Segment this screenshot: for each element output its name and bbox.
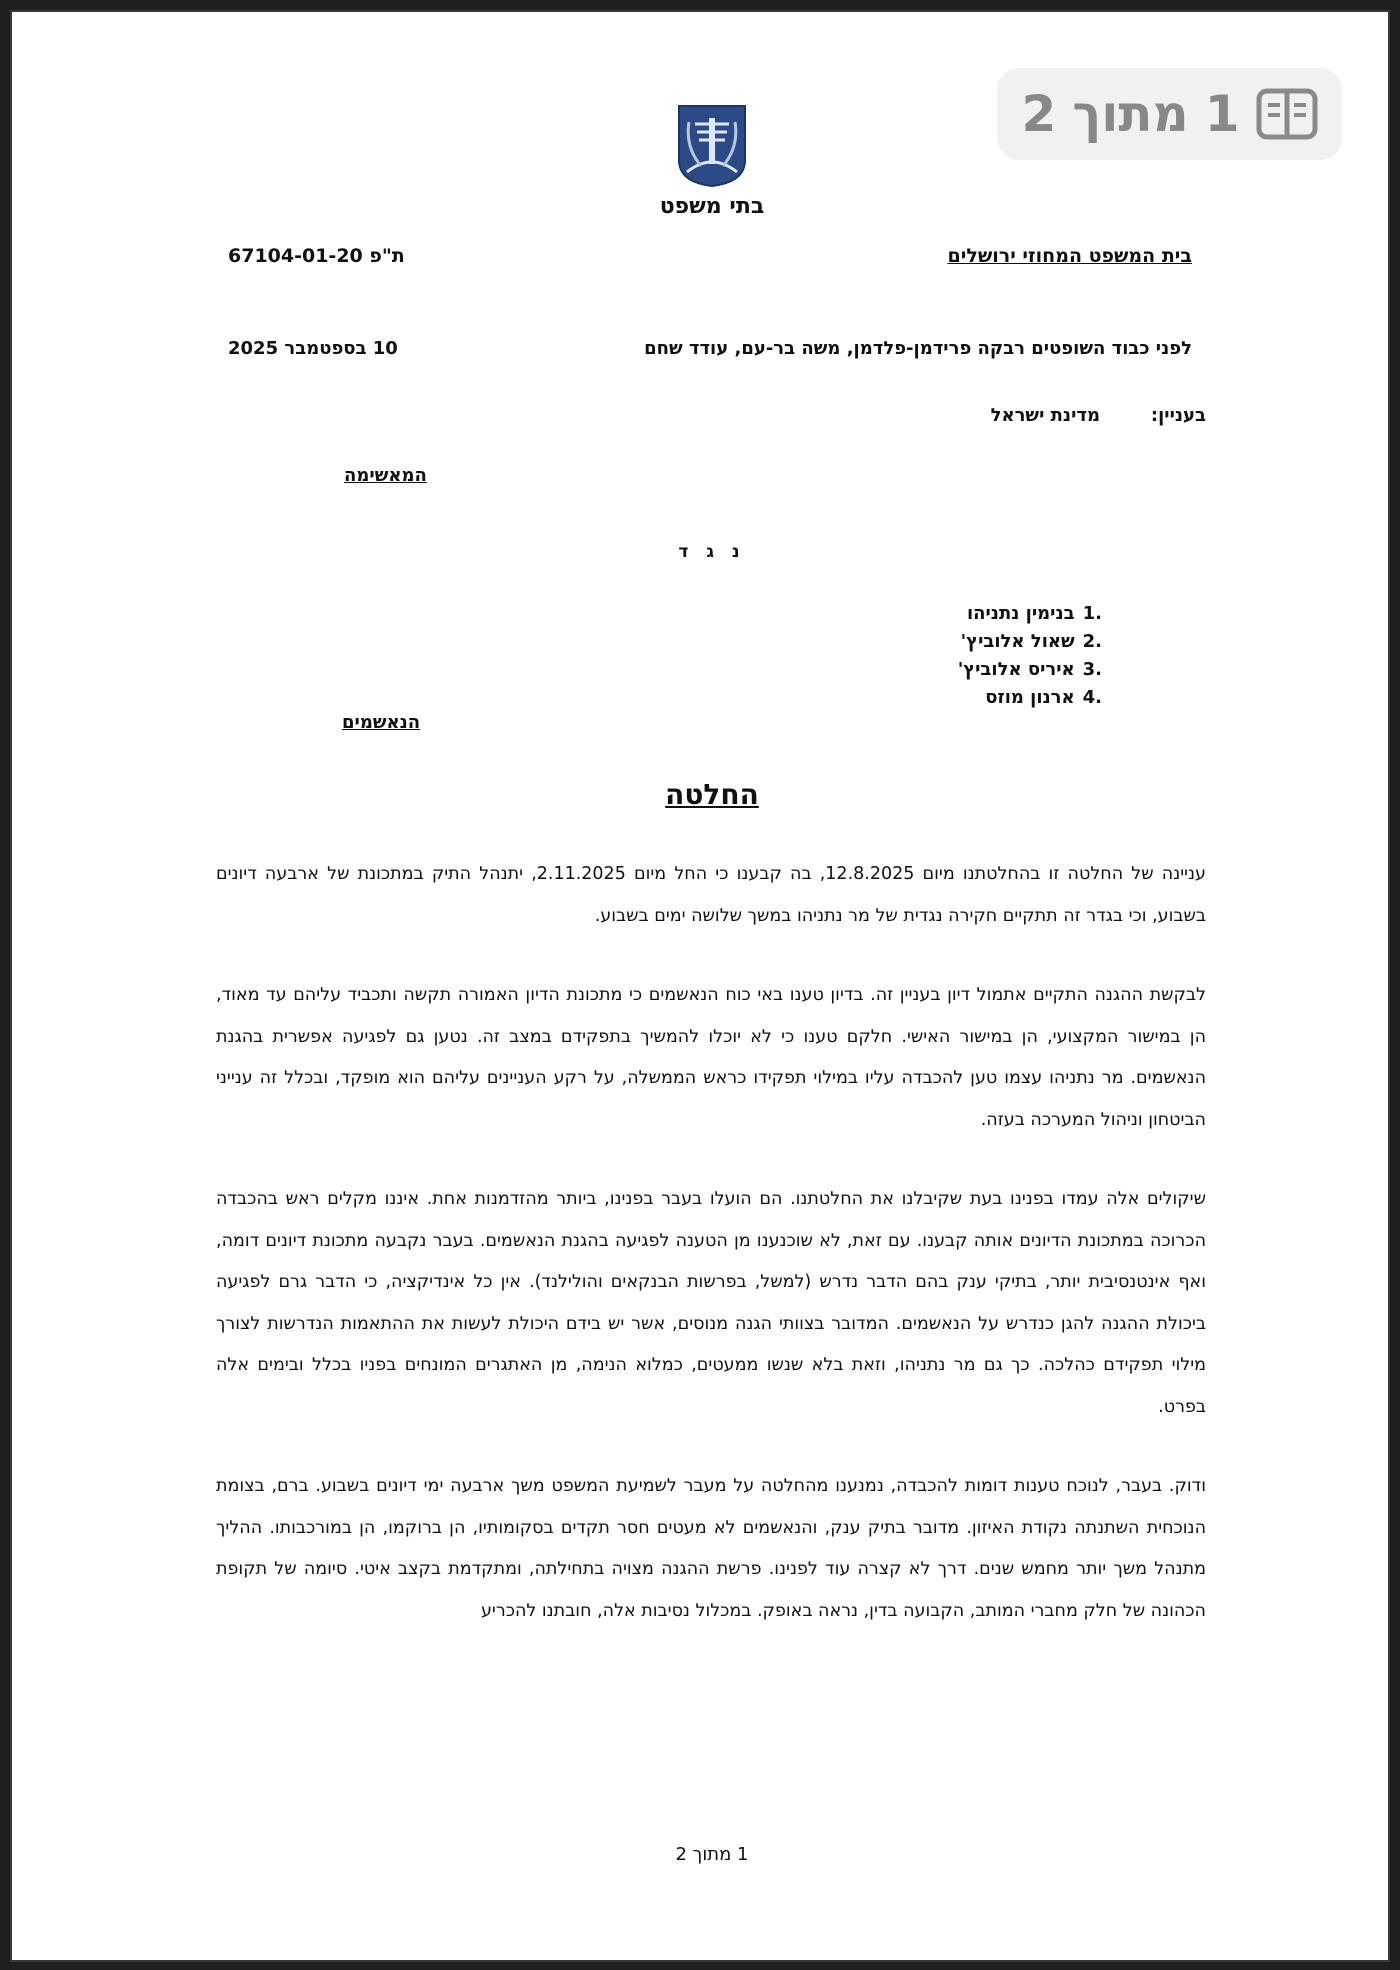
list-item: 2. שאול אלוביץ' bbox=[960, 631, 1102, 652]
matter-label: בעניין: bbox=[1150, 405, 1206, 426]
page-indicator-total: 2 bbox=[1021, 85, 1057, 143]
page-footer: 1 מתוך 2 bbox=[675, 1844, 749, 1865]
state-emblem-icon bbox=[675, 102, 749, 188]
plaintiff-name: מדינת ישראל bbox=[990, 405, 1100, 426]
defendants-list bbox=[958, 600, 1102, 712]
list-item: 1. בנימין נתניהו bbox=[966, 603, 1102, 624]
page-indicator-separator: מתוך bbox=[1072, 85, 1189, 143]
paragraph: עניינה של החלטה זו בהחלטתנו מיום 12.8.2025, בה קבענו כי החל מיום 2.11.2025, יתנהל התיק במתכונת של ארבעה דיונים בשבוע, וכי בגדר זה תתקיים חקירה נגדית של מר נתניהו במשך שלושה ימים בשבוע. bbox=[216, 864, 1207, 926]
page-indicator[interactable] bbox=[997, 68, 1342, 160]
book-icon bbox=[1256, 88, 1318, 140]
decision-date: 10 בספטמבר 2025 bbox=[228, 338, 398, 359]
case-number: ת"פ 67104-01-20 bbox=[228, 245, 405, 267]
document-viewer[interactable] bbox=[10, 10, 1390, 1962]
court-name: בית המשפט המחוזי ירושלים bbox=[947, 245, 1192, 267]
judges-line: לפני כבוד השופטים רבקה פרידמן-פלדמן, משה בר-עם, עודד שחם bbox=[644, 338, 1192, 359]
decision-body bbox=[216, 854, 1206, 1670]
defendants-role: הנאשמים bbox=[342, 712, 421, 733]
page-indicator-current: 1 bbox=[1204, 85, 1240, 143]
list-item: 3. איריס אלוביץ' bbox=[957, 659, 1102, 680]
decision-title: החלטה bbox=[665, 778, 759, 811]
courts-title: בתי משפט bbox=[659, 194, 765, 219]
versus-label: נ ג ד bbox=[678, 542, 746, 562]
paragraph: לבקשת ההגנה התקיים אתמול דיון בעניין זה. בדיון טענו באי כוח הנאשמים כי מתכונת הדיון האמורה תקשה ותכביד עליהם עד מאוד, הן במישור המקצועי, הן במישור האישי. חלקם טענו כי לא יוכלו להמשיך בתפקידם במצב זה. נטען גם לפגיעה אפשרית בהגנת הנאשמים. מר נתניהו עצמו טען להכבדה עליו במילוי תפקידו כראש הממשלה, על רקע העניינים עליהם הוא מופקד, ובכלל זה ענייני הביטחון וניהול המערכה בעזה. bbox=[216, 985, 1206, 1130]
paragraph: ודוק. בעבר, לנוכח טענות דומות להכבדה, נמנענו מהחלטה על מעבר לשמיעת המשפט משך ארבעה ימי דיונים בשבוע. ברם, בצומת הנוכחית השתנתה נקודת האיזון. מדובר בתיק ענק, והנאשמים לא מעטים חסר תקדים בסקומותיו, הן ברוקמו, הן במורכבותו. ההליך מתנהל משך יותר מחמש שנים. דרך לא קצרה עוד לפנינו. פרשת ההגנה מצויה בתחילתה, ומתקדמת בקצב איטי. סיומה של תקופת הכהונה של חלק מחברי המותב, הקבועה בדין, נראה באופק. במכלול נסיבות אלה, חובתנו להכריע bbox=[216, 1476, 1206, 1621]
list-item: 4. ארנון מוזס bbox=[985, 687, 1102, 708]
paragraph: שיקולים אלה עמדו בפנינו בעת שקיבלנו את החלטתנו. הם הועלו בעבר בפנינו, ביותר מהזדמנות אחת. איננו מקלים ראש בהכבדה הכרוכה במתכונת הדיונים אותה קבענו. עם זאת, לא שוכנענו מן הטענה לפגיעה בהגנת הנאשמים. בעבר נקבעה מתכונת דיונים דומה, ואף אינטנסיבית יותר, בתיקי ענק בהם הדבר נדרש (למשל, בפרשות הבנקאים והולילנד). אין כל אינדיקציה, כי הדבר גרם לפגיעה ביכולת ההגנה להגן כנדרש על הנאשמים. המדובר בצוותי הגנה מנוסים, אשר יש בידם היכולת לעשות את ההתאמות הנדרשות לצורך מילוי תפקידם כהלכה. כך גם מר נתניהו, וזאת בלא שנשו ממעטים, כמלוא הנימה, מן האתגרים המונחים בפניו בכלל ובימים אלה בפרט. bbox=[216, 1189, 1206, 1417]
plaintiff-role: המאשימה bbox=[344, 465, 427, 486]
